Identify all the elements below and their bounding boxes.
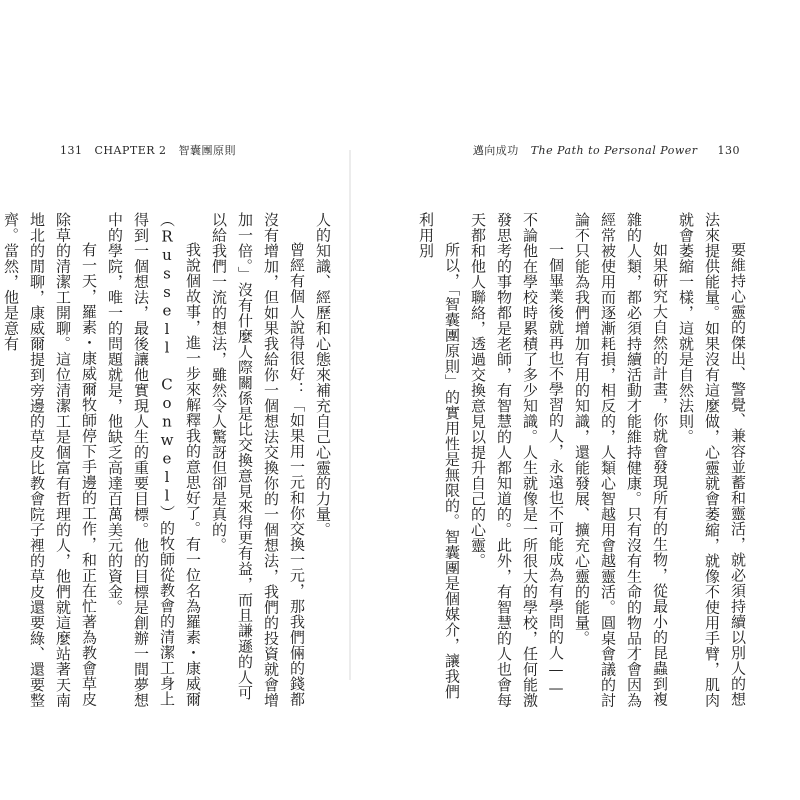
right-page-body <box>416 212 751 712</box>
paragraph: 有一天，羅素・康威爾牧師停下手邊的工作，和正在忙著為教會草皮除草的清潔工開聊。這位清潔工是個富有哲理的人，他們就這麼站著天南地北的閒聊，康威爾提到旁邊的草皮比教會院子裡的草皮還要綠、還要整齊。當然，他是意有 <box>2 212 98 708</box>
chapter-title: 智囊團原則 <box>178 144 236 157</box>
chapter-label: CHAPTER 2 <box>94 144 167 157</box>
paragraph: 我說個故事，進一步來解釋我的意思好了。有一位名為羅素・康威爾（Russell Conwell）的牧師從教會的清潔工身上得到一個想法，最後讓他實現人生的重要目標。他的目標是創辦一間夢想中的學院，唯一的問題就是，他缺乏高達百萬美元的資金。 <box>106 212 202 708</box>
left-page-number: 131 <box>60 144 83 157</box>
left-page-header <box>60 142 236 158</box>
page-gutter <box>349 150 351 680</box>
left-page-body <box>2 212 336 712</box>
right-page-header <box>473 142 740 158</box>
paragraph: 曾經有個人說得很好：「如果用一元和你交換一元，那我們倆的錢都沒有增加，但如果我給你一個想法交換你的一個想法，我們的投資就會增加一倍。」沒有什麼人際關係是比交換意見來得更有益，而且謙遜的人可以給我們一流的想法，雖然令人驚訝但卻是真的。 <box>210 212 306 708</box>
paragraph: 所以，「智囊團原則」的實用性是無限的。智囊團是個媒介，讓我們利用別 <box>417 212 461 700</box>
paragraph: 如果研究大自然的計畫，你就會發現所有的生物，從最小的昆蟲到複雜的人類，都必須持續活動才能維持健康。只有沒有生命的物品才會因為經常被使用而逐漸耗損，相反的，人類心智越用會越靈活。圓桌會議的討論不只能為我們增加有用的知識，還能發展、擴充心靈的能量。 <box>573 212 669 708</box>
paragraph: 要維持心靈的傑出、警覺、兼容並蓄和靈活，就必須持續以別人的想法來提供能量。如果沒有這麼做，心靈就會萎縮，就像不使用手臂，肌肉就會萎縮一樣，這就是自然法則。 <box>677 212 747 708</box>
right-page-number: 130 <box>717 144 740 157</box>
book-title-zh: 邁向成功 <box>472 144 519 157</box>
book-title-en: The Path to Personal Power <box>530 144 698 157</box>
paragraph: 一個畢業後就再也不學習的人，永遠也不可能成為有學問的人——不論他在學校時累積了多少知識。人生就像是一所很大的學校，任何能激發思考的事物都是老師，有智慧的人都知道的。此外，有智慧的人也會每天都和他人聯絡，透過交換意見以提升自己的心靈。 <box>469 212 565 708</box>
paragraph: 人的知識、經歷和心態來補充自己心靈的力量。 <box>314 212 332 538</box>
